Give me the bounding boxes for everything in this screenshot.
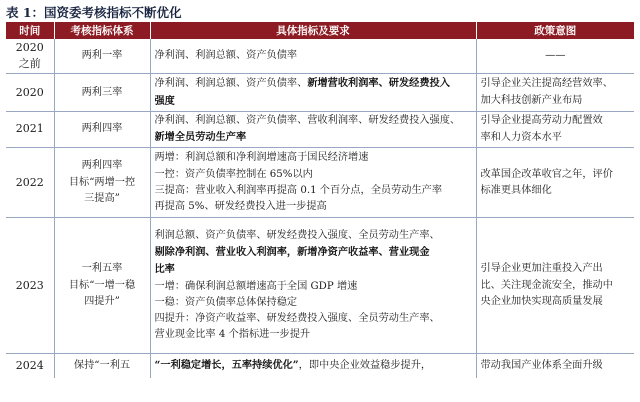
cell-intent-line: 央企业加快实现高质量发展: [480, 295, 603, 307]
cell-intent: [476, 39, 634, 74]
cell-intent-line: 引导企业提高劳动力配置效: [480, 115, 603, 127]
cell-system-line: 目标“两增一控: [68, 176, 136, 188]
cell-requirements-line: [155, 228, 472, 244]
bold-text: 剔除净利润、营业收入利润率，新增净资产收益率、营业现金: [154, 246, 430, 259]
cell-system-line: 两利四率: [81, 123, 123, 135]
cell-intent-line: ——: [545, 50, 566, 62]
cell-year: [6, 218, 54, 354]
cell-intent-line: 率和人力资本水平: [480, 131, 562, 143]
text-segment: 三提高：营业收入利润率再提高 0.1 个百分点，全员劳动生产率: [154, 184, 443, 196]
text-segment: ，即中央企业效益稳步提升，: [298, 360, 432, 372]
cell-year-line: 2023: [15, 278, 44, 292]
cell-requirements-line: [155, 311, 472, 327]
cell-requirements-line: [155, 261, 472, 278]
cell-requirements-line: [155, 48, 472, 64]
cell-system-line: 四提升”: [84, 295, 120, 307]
cell-requirements-line: [155, 93, 472, 110]
cell-requirements-line: [155, 75, 472, 92]
bold-text: 强度: [154, 94, 175, 107]
cell-requirements-line: [155, 167, 472, 183]
table-row: [6, 39, 634, 74]
cell-intent: [476, 148, 634, 218]
bold-text: 新增营收利润率、研发经费投入: [307, 77, 450, 90]
cell-system-line: 一利五率: [81, 263, 123, 275]
cell-intent-line: 标准更具体细化: [480, 184, 552, 196]
table-header-row: [6, 22, 634, 39]
table-row: [6, 148, 634, 218]
text-segment: 再提高 5%、研发经费投入进一步提高: [154, 200, 327, 212]
cell-system-line: 三提高”: [84, 192, 120, 204]
cell-system-line: 两利一率: [81, 50, 123, 62]
text-segment: 利润总额、资产负债率、研发经费投入强度、全员劳动生产率、: [154, 230, 440, 241]
table-title: 表 1：国资委考核指标不断优化: [6, 5, 182, 20]
text-segment: 一控：资产负债率控制在 65%以内: [154, 168, 313, 180]
cell-intent: [476, 354, 634, 378]
cell-requirements-line: [155, 150, 472, 166]
cell-system-line: 保持“一利五: [73, 359, 131, 371]
cell-intent-line: 改革国企改革收官之年，评价: [480, 168, 613, 180]
cell-system: [54, 218, 150, 354]
header-intent: 政策意图: [476, 22, 634, 39]
cell-year: [6, 74, 54, 111]
header-requirements: 具体指标及要求: [150, 22, 476, 39]
cell-year: [6, 39, 54, 74]
cell-requirements-line: [155, 279, 472, 295]
cell-system-line: 两利三率: [81, 86, 123, 98]
cell-system-line: 两利四率: [81, 160, 123, 172]
cell-system: [54, 354, 150, 378]
cell-year-line: 2022: [15, 175, 44, 189]
header-time: 时间: [6, 22, 54, 39]
cell-year-line: 2020: [15, 41, 44, 54]
cell-system: [54, 74, 150, 111]
cell-requirements: [150, 39, 476, 74]
cell-year-line: 2024: [15, 358, 44, 372]
bold-text: 比率: [154, 263, 175, 276]
cell-requirements: [150, 74, 476, 111]
cell-intent-line: 引导企业更加注重投入产出: [480, 263, 603, 275]
cell-requirements-line: [155, 199, 472, 215]
cell-requirements-line: [155, 129, 472, 146]
cell-requirements-line: [155, 244, 472, 261]
cell-year-line: 之前: [18, 57, 41, 71]
cell-requirements-line: [155, 183, 472, 199]
table-row: [6, 218, 634, 354]
cell-intent-line: 引导企业关注提高经营效率、: [480, 78, 613, 90]
cell-intent: [476, 111, 634, 147]
cell-year-line: 2021: [15, 122, 44, 136]
text-segment: 两增：利润总额和净利润增速高于国民经济增速: [154, 152, 369, 164]
text-segment: 一增：确保利润总额增速高于全国 GDP 增速: [154, 280, 358, 292]
table-row: [6, 74, 634, 111]
cell-requirements: [150, 218, 476, 354]
cell-requirements-line: [155, 357, 472, 374]
cell-year: [6, 148, 54, 218]
cell-intent: [476, 74, 634, 111]
cell-year-line: 2020: [15, 85, 44, 99]
cell-system: [54, 39, 150, 74]
cell-system: [54, 148, 150, 218]
bold-text: 新增全员劳动生产率: [154, 131, 247, 144]
cell-requirements-line: [155, 327, 472, 343]
cell-intent: [476, 218, 634, 354]
cell-intent-line: 带动我国产业体系全面升级: [480, 359, 603, 371]
text-segment: 四提升：净资产收益率、研发经费投入强度、全员劳动生产率、: [154, 313, 440, 325]
cell-requirements: [150, 148, 476, 218]
cell-requirements: [150, 111, 476, 147]
header-system: 考核指标体系: [54, 22, 150, 39]
cell-year: [6, 354, 54, 378]
cell-intent-line: 加大科技创新产业布局: [480, 94, 583, 106]
table-row: [6, 354, 634, 378]
cell-year: [6, 111, 54, 147]
text-segment: 净利润、利润总额、资产负债率、营收利润率、研发经费投入强度、: [154, 114, 461, 126]
text-segment: 营业现金比率 4 个指标进一步提升: [154, 329, 311, 341]
table-row: [6, 111, 634, 147]
bold-text: “一利稳定增长，五率持续优化”: [154, 359, 299, 372]
table-body: [6, 39, 634, 378]
cell-requirements-line: [155, 113, 472, 129]
cell-system-line: 目标“一增一稳: [68, 279, 136, 291]
cell-requirements-line: [155, 295, 472, 311]
text-segment: 净利润、利润总额、资产负债率、: [154, 78, 308, 90]
cell-intent-line: 比、关注现金流安全，推动中: [480, 279, 613, 291]
cell-system: [54, 111, 150, 147]
text-segment: 净利润、利润总额、资产负债率: [154, 50, 298, 62]
kpi-table: [6, 22, 634, 378]
cell-requirements: [150, 354, 476, 378]
text-segment: 一稳：资产负债率总体保持稳定: [154, 296, 298, 308]
